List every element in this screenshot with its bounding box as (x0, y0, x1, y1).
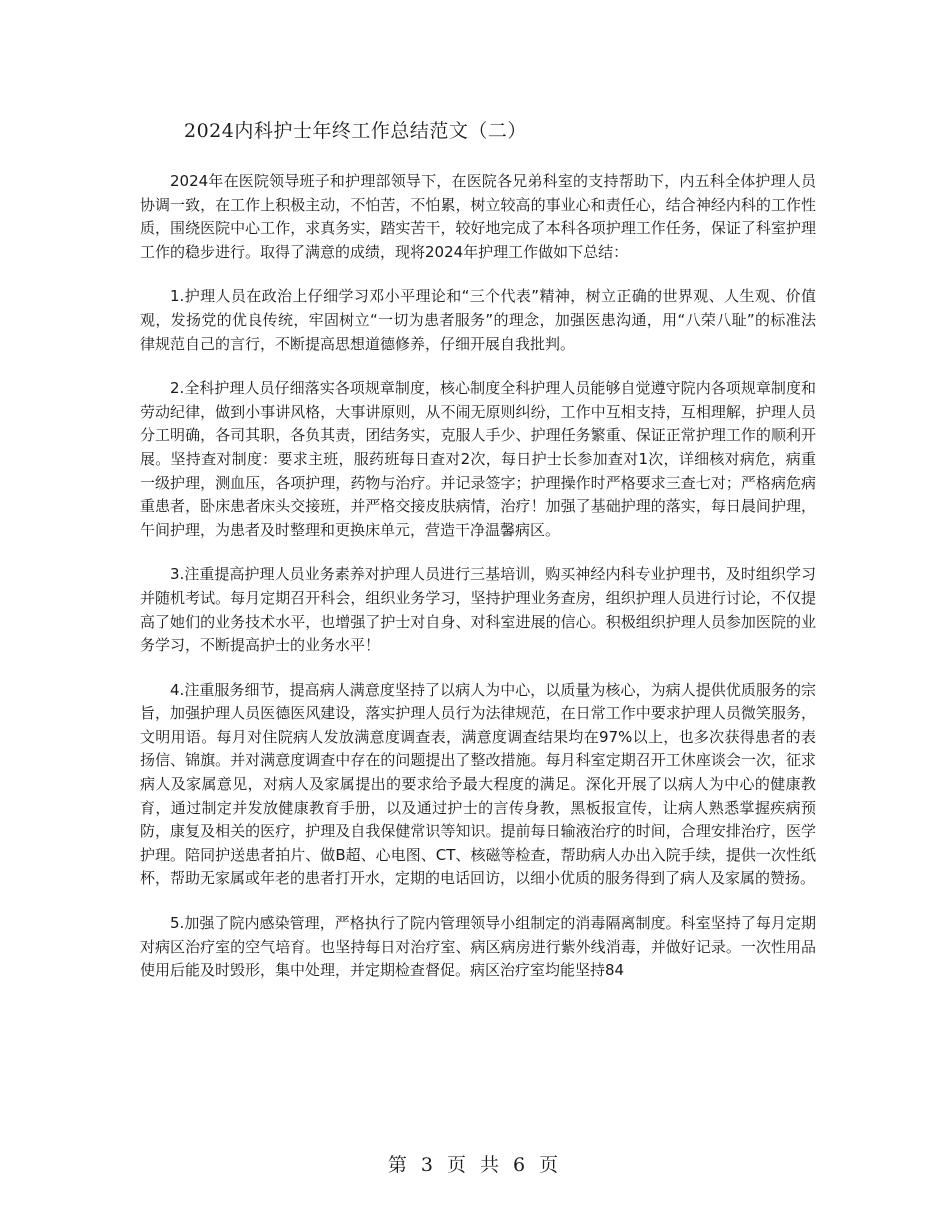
document-title: 2024内科护士年终工作总结范文（二） (184, 120, 527, 142)
paragraph-1-political-study: 1.护理人员在政治上仔细学习邓小平理论和“三个代表”精神，树立正确的世界观、人生观、价值观，发扬党的优良传统，牢固树立“一切为患者服务”的理念，加强医患沟通，用“八荣八耻”的标准法律规范自己的言行，不断提高思想道德修养，仔细开展自我批判。 (140, 287, 816, 353)
document-body (140, 170, 816, 1004)
paragraph-5-infection-control: 5.加强了院内感染管理，严格执行了院内管理领导小组制定的消毒隔离制度。科室坚持了每月定期对病区治疗室的空气培育。也坚持每日对治疗室、病区病房进行紫外线消毒，并做好记录。一次性用品使用后能及时毁形，集中处理，并定期检查督促。病区治疗室均能坚持84 (140, 914, 816, 980)
paragraph-2-rules-and-regulations: 2.全科护理人员仔细落实各项规章制度，核心制度全科护理人员能够自觉遵守院内各项规章制度和劳动纪律，做到小事讲风格，大事讲原则，从不闹无原则纠纷，工作中互相支持，互相理解，护理人员分工明确，各司其职，各负其责，团结务实，克服人手少、护理任务繁重、保证正常护理工作的顺利开展。坚持查对制度：要求主班，服药班每日查对2次，每日护士长参加查对1次，详细核对病危，病重一级护理，测血压，各项护理，药物与治疗。并记录签字；护理操作时严格要求三查七对；严格病危病重患者，卧床患者床头交接班，并严格交接皮肤病情，治疗！加强了基础护理的落实，每日晨间护理，午间护理，为患者及时整理和更换床单元，营造干净温馨病区。 (140, 379, 816, 539)
paragraph-4-service-details: 4.注重服务细节，提高病人满意度坚持了以病人为中心，以质量为核心，为病人提供优质服务的宗旨，加强护理人员医德医风建设，落实护理人员行为法律规范，在日常工作中要求护理人员微笑服务，文明用语。每月对住院病人发放满意度调查表，满意度调查结果均在97%以上，也多次获得患者的表扬信、锦旗。并对满意度调查中存在的问题提出了整改措施。每月科室定期召开工休座谈会一次，征求病人及家属意见，对病人及家属提出的要求给予最大程度的满足。深化开展了以病人为中心的健康教育，通过制定并发放健康教育手册，以及通过护士的言传身教，黑板报宣传，让病人熟悉掌握疾病预防，康复及相关的医疗，护理及自我保健常识等知识。提前每日输液治疗的时间，合理安排治疗，医学护理。陪同护送患者拍片、做B超、心电图、CT、核磁等检查，帮助病人办出入院手续，提供一次性纸杯，帮助无家属或年老的患者打开水，定期的电话回访，以细小优质的服务得到了病人及家属的赞扬。 (140, 680, 816, 888)
paragraph-3-professional-quality: 3.注重提高护理人员业务素养对护理人员进行三基培训，购买神经内科专业护理书，及时组织学习并随机考试。每月定期召开科会，组织业务学习，坚持护理业务查房，组织护理人员进行讨论，不仅提高了她们的业务技术水平，也增强了护士对自身、对科室进展的信心。积极组织护理人员参加医院的业务学习，不断提高护士的业务水平！ (140, 565, 816, 655)
paragraph-intro: 2024年在医院领导班子和护理部领导下，在医院各兄弟科室的支持帮助下，内五科全体护理人员协调一致，在工作上积极主动，不怕苦，不怕累，树立较高的事业心和责任心，结合神经内科的工作性质，围绕医院中心工作，求真务实，踏实苦干，较好地完成了本科各项护理工作任务，保证了科室护理工作的稳步进行。取得了满意的成绩，现将2024年护理工作做如下总结： (140, 172, 816, 261)
page-footer: 第 3 页 共 6 页 (387, 1154, 563, 1176)
